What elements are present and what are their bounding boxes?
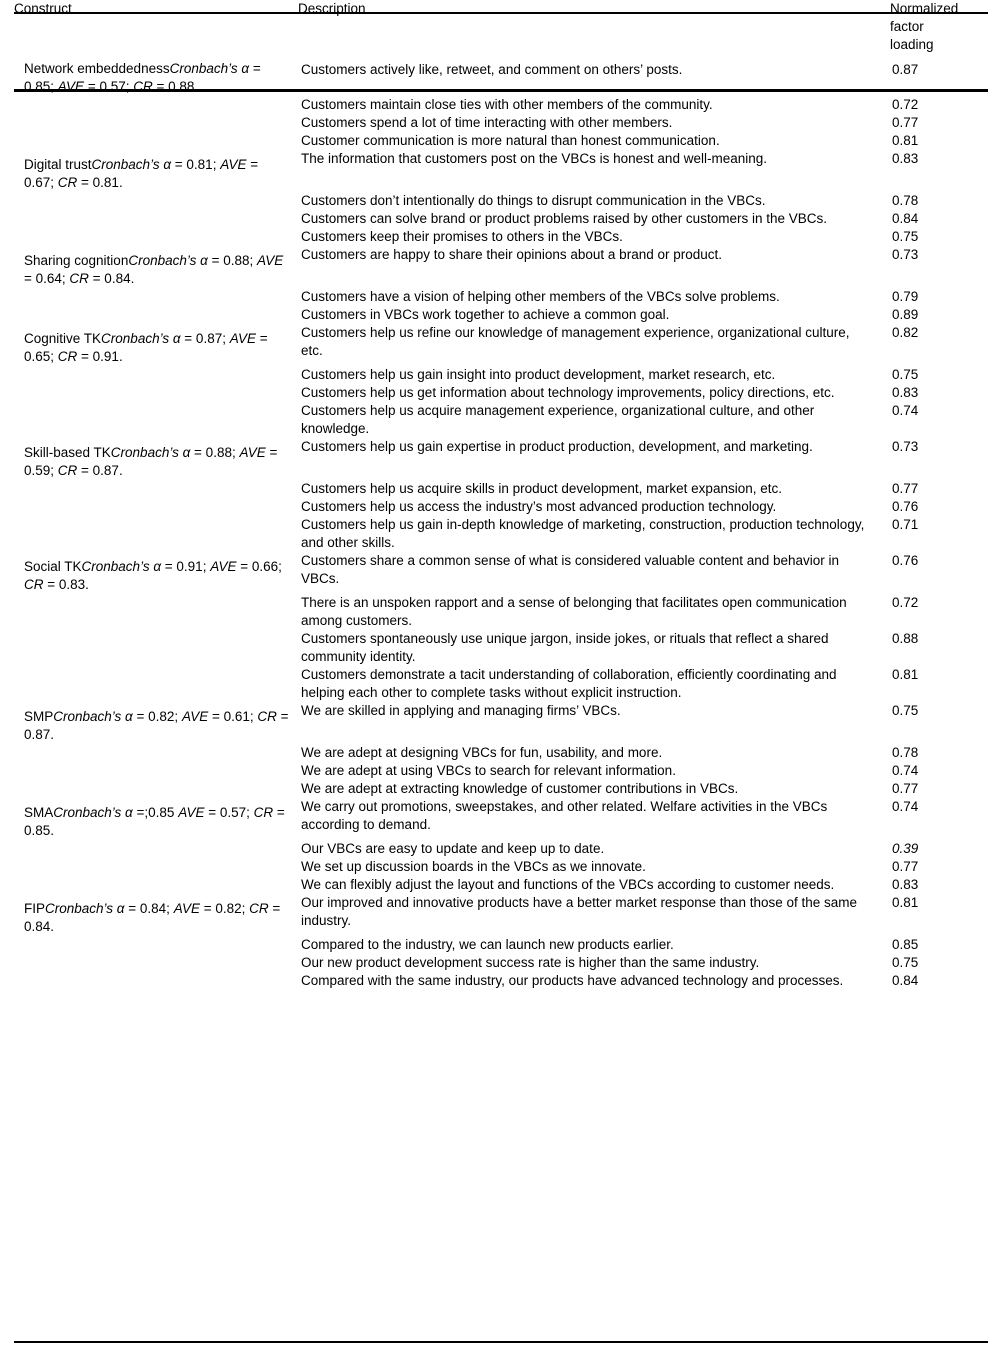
table-row <box>14 936 988 954</box>
construct-alpha-value: = 0.84; <box>124 901 174 916</box>
construct-name: Cognitive TK <box>24 331 102 346</box>
construct-cr-label: CR <box>257 709 277 724</box>
construct-cell-empty <box>14 954 298 972</box>
item-factor-loading: 0.73 <box>892 439 919 454</box>
item-factor-loading: 0.89 <box>892 307 919 322</box>
item-factor-loading: 0.78 <box>892 745 919 760</box>
column-header-normalized-factor-loading <box>890 0 988 54</box>
item-factor-loading: 0.77 <box>892 481 919 496</box>
construct-ave-label: AVE <box>257 253 284 268</box>
construct-ave-label: AVE <box>178 805 205 820</box>
construct-alpha-value: = 0.82; <box>132 709 182 724</box>
table-row <box>14 96 988 114</box>
item-description: Customers help us acquire skills in product development, market expansion, etc. <box>301 481 782 496</box>
item-description: Customers help us acquire management experience, organizational culture, and other knowledge. <box>301 403 815 436</box>
construct-cell-empty <box>14 876 298 894</box>
construct-alpha-label: Cronbach’s α <box>53 709 133 724</box>
construct-alpha-value: = 0.88; <box>207 253 257 268</box>
construct-alpha-label: Cronbach’s α <box>81 559 162 574</box>
item-description: Our new product development success rate is higher than the same industry. <box>301 955 760 970</box>
construct-name: Social TK <box>24 559 82 574</box>
construct-alpha-value: = 0.91; <box>161 559 211 574</box>
table-row <box>14 210 988 228</box>
construct-cell <box>14 702 298 744</box>
construct-cell-empty <box>14 780 298 798</box>
item-factor-loading: 0.77 <box>892 781 919 796</box>
item-factor-loading: 0.87 <box>892 62 919 77</box>
item-description: Customers in VBCs work together to achieve a common goal. <box>301 307 670 322</box>
construct-alpha-value: =;0.85 <box>132 805 179 820</box>
column-header-loading-line2: factor <box>890 19 924 34</box>
item-description: Customers spontaneously use unique jargon, inside jokes, or rituals that reflect a shared community identity. <box>301 631 829 664</box>
construct-name: Skill-based TK <box>24 445 111 460</box>
construct-ave-value: = 0.67; <box>24 157 259 190</box>
construct-cell-empty <box>14 96 298 114</box>
table-row <box>14 246 988 288</box>
item-factor-loading: 0.76 <box>892 553 919 568</box>
construct-cell-empty <box>14 132 298 150</box>
construct-cell-empty <box>14 666 298 702</box>
construct-ave-label: AVE <box>181 709 209 724</box>
construct-cell-empty <box>14 114 298 132</box>
construct-ave-label: AVE <box>220 157 247 172</box>
item-description: We carry out promotions, sweepstakes, and other related. Welfare activities in the VBCs according to demand. <box>301 799 828 832</box>
item-description: Our VBCs are easy to update and keep up to date. <box>301 841 605 856</box>
table-row <box>14 480 988 498</box>
table-row <box>14 552 988 594</box>
construct-cell-empty <box>14 594 298 630</box>
construct-cr-value: = 0.91. <box>77 349 123 364</box>
table-row <box>14 516 988 552</box>
construct-cell-empty <box>14 762 298 780</box>
construct-cell <box>14 552 298 594</box>
construct-cr-value: = 0.81. <box>77 175 123 190</box>
table-bottom-rule <box>14 1341 988 1343</box>
table-header-row <box>14 0 988 54</box>
construct-measurement-table <box>14 0 988 990</box>
construct-ave-value: = 0.65; <box>24 331 268 364</box>
construct-cr-value: = 0.87. <box>77 463 123 478</box>
item-factor-loading: 0.81 <box>892 667 919 682</box>
construct-name: SMA <box>24 805 54 820</box>
table-row <box>14 54 988 96</box>
item-description: Customers help us refine our knowledge of management experience, organizational culture, etc. <box>301 325 850 358</box>
item-factor-loading: 0.76 <box>892 499 919 514</box>
table-row <box>14 324 988 366</box>
construct-alpha-label: Cronbach’s α <box>91 157 172 172</box>
construct-cell <box>14 324 298 366</box>
construct-name: SMP <box>24 709 54 724</box>
item-factor-loading: 0.83 <box>892 877 919 892</box>
item-description: Customers help us gain expertise in product production, development, and marketing. <box>301 439 813 454</box>
item-factor-loading: 0.81 <box>892 133 919 148</box>
item-factor-loading: 0.84 <box>892 211 919 226</box>
table-row <box>14 228 988 246</box>
item-description: We set up discussion boards in the VBCs as we innovate. <box>301 859 646 874</box>
table-row <box>14 876 988 894</box>
item-factor-loading: 0.73 <box>892 247 919 262</box>
item-description: Compared with the same industry, our products have advanced technology and processes. <box>301 973 844 988</box>
construct-alpha-label: Cronbach’s α <box>128 253 208 268</box>
item-factor-loading: 0.81 <box>892 895 919 910</box>
construct-name: Network embeddedness <box>24 61 170 76</box>
item-description: Our improved and innovative products have a better market response than those of the same industry. <box>301 895 858 928</box>
item-description: Customers keep their promises to others in the VBCs. <box>301 229 623 244</box>
item-description: Customers help us gain insight into product development, market research, etc. <box>301 367 776 382</box>
item-factor-loading: 0.74 <box>892 799 919 814</box>
construct-ave-value: = 0.57; <box>204 805 254 820</box>
construct-cell-empty <box>14 858 298 876</box>
item-factor-loading: 0.72 <box>892 97 919 112</box>
item-factor-loading: 0.72 <box>892 595 919 610</box>
table-row <box>14 402 988 438</box>
construct-cell-empty <box>14 192 298 210</box>
construct-ave-value: = 0.59; <box>24 445 278 478</box>
construct-cr-value: = 0.83. <box>43 577 89 592</box>
construct-cr-label: CR <box>57 463 78 478</box>
construct-cr-label: CR <box>133 79 153 94</box>
item-factor-loading: 0.88 <box>892 631 919 646</box>
table-row <box>14 744 988 762</box>
item-description: There is an unspoken rapport and a sense of belonging that facilitates open communication among customers. <box>301 595 847 628</box>
item-description: Customer communication is more natural than honest communication. <box>301 133 720 148</box>
construct-cell-empty <box>14 228 298 246</box>
construct-cr-value: = 0.88. <box>152 79 199 94</box>
construct-cr-value: = 0.84. <box>88 271 135 286</box>
construct-name: Digital trust <box>24 157 92 172</box>
construct-ave-value: = 0.64; <box>24 271 70 286</box>
table-row <box>14 306 988 324</box>
construct-cell-empty <box>14 480 298 498</box>
table-row <box>14 954 988 972</box>
column-header-construct: Construct <box>14 1 72 16</box>
table-row <box>14 630 988 666</box>
item-factor-loading: 0.75 <box>892 229 919 244</box>
construct-ave-value: = 0.82; <box>199 901 250 916</box>
item-description: We can flexibly adjust the layout and functions of the VBCs according to customer needs. <box>301 877 835 892</box>
construct-ave-value: = 0.66; <box>236 559 282 574</box>
item-description: The information that customers post on the VBCs is honest and well-meaning. <box>301 151 767 166</box>
construct-alpha-value: = 0.81; <box>171 157 221 172</box>
construct-cr-label: CR <box>57 175 78 190</box>
item-description: Customers actively like, retweet, and comment on others’ posts. <box>301 62 683 77</box>
construct-cell-empty <box>14 840 298 858</box>
item-factor-loading: 0.39 <box>892 841 919 856</box>
table-row <box>14 594 988 630</box>
table-row <box>14 132 988 150</box>
construct-alpha-label: Cronbach’s α <box>169 61 250 76</box>
item-factor-loading: 0.75 <box>892 703 919 718</box>
item-factor-loading: 0.83 <box>892 151 919 166</box>
construct-cell-empty <box>14 936 298 954</box>
construct-alpha-value: = 0.85; <box>24 61 261 94</box>
construct-ave-value: = 0.61; <box>208 709 258 724</box>
construct-cell-empty <box>14 306 298 324</box>
construct-cell <box>14 150 298 192</box>
table-row <box>14 798 988 840</box>
item-description: Customers have a vision of helping other members of the VBCs solve problems. <box>301 289 780 304</box>
construct-cell-empty <box>14 366 298 384</box>
table-row <box>14 972 988 990</box>
table-row <box>14 384 988 402</box>
construct-ave-label: AVE <box>210 559 237 574</box>
construct-cell-empty <box>14 744 298 762</box>
construct-alpha-label: Cronbach’s α <box>110 445 191 460</box>
table-row <box>14 498 988 516</box>
item-factor-loading: 0.71 <box>892 517 919 532</box>
construct-cell-empty <box>14 516 298 552</box>
table-row <box>14 666 988 702</box>
item-description: Customers are happy to share their opinions about a brand or product. <box>301 247 722 262</box>
item-description: We are adept at designing VBCs for fun, usability, and more. <box>301 745 663 760</box>
item-description: Customers spend a lot of time interacting with other members. <box>301 115 673 130</box>
table-row <box>14 114 988 132</box>
table-row <box>14 858 988 876</box>
table-row <box>14 762 988 780</box>
item-description: Customers help us access the industry’s most advanced production technology. <box>301 499 777 514</box>
construct-alpha-value: = 0.87; <box>180 331 230 346</box>
item-factor-loading: 0.78 <box>892 193 919 208</box>
construct-cr-label: CR <box>249 901 269 916</box>
construct-cell-empty <box>14 630 298 666</box>
table-row <box>14 288 988 306</box>
table-row <box>14 192 988 210</box>
construct-cell <box>14 246 298 288</box>
construct-alpha-label: Cronbach’s α <box>101 331 181 346</box>
table-row <box>14 702 988 744</box>
table-row <box>14 840 988 858</box>
construct-ave-label: AVE <box>229 331 256 346</box>
construct-alpha-label: Cronbach’s α <box>45 901 125 916</box>
item-description: We are adept at extracting knowledge of customer contributions in VBCs. <box>301 781 739 796</box>
construct-cell-empty <box>14 210 298 228</box>
construct-cr-value: = 0.87. <box>24 709 289 742</box>
item-description: Customers help us get information about technology improvements, policy directions, etc. <box>301 385 835 400</box>
item-factor-loading: 0.84 <box>892 973 919 988</box>
table-body <box>14 54 988 990</box>
construct-cell <box>14 438 298 480</box>
column-header-loading-line3: loading <box>890 37 934 52</box>
construct-alpha-label: Cronbach’s α <box>53 805 133 820</box>
construct-cell-empty <box>14 972 298 990</box>
column-header-loading-line1: Normalized <box>890 1 959 16</box>
construct-cr-value: = 0.85. <box>24 805 285 838</box>
item-description: Customers don’t intentionally do things to disrupt communication in the VBCs. <box>301 193 766 208</box>
construct-cell-empty <box>14 402 298 438</box>
construct-cr-label: CR <box>24 577 44 592</box>
construct-ave-label: AVE <box>57 79 85 94</box>
table-head <box>14 0 988 54</box>
column-header-description: Description <box>298 1 366 16</box>
construct-cell-empty <box>14 498 298 516</box>
item-description: Customers share a common sense of what is considered valuable content and behavior in VBCs. <box>301 553 840 586</box>
construct-cell-empty <box>14 384 298 402</box>
table-row <box>14 780 988 798</box>
construct-ave-label: AVE <box>173 901 200 916</box>
table-row <box>14 366 988 384</box>
construct-ave-value: = 0.57; <box>84 79 134 94</box>
item-description: Customers demonstrate a tacit understanding of collaboration, efficiently coordinating and helping each other to complete tasks without explicit instruction. <box>301 667 837 700</box>
item-description: Customers help us gain in-depth knowledge of marketing, construction, production technology, and other skills. <box>301 517 865 550</box>
construct-cell <box>14 894 298 936</box>
item-factor-loading: 0.77 <box>892 115 919 130</box>
table-row <box>14 438 988 480</box>
table-row <box>14 894 988 936</box>
construct-cr-value: = 0.84. <box>24 901 281 934</box>
item-factor-loading: 0.75 <box>892 367 919 382</box>
item-factor-loading: 0.77 <box>892 859 919 874</box>
table-row <box>14 150 988 192</box>
item-description: Compared to the industry, we can launch new products earlier. <box>301 937 674 952</box>
item-description: We are skilled in applying and managing firms’ VBCs. <box>301 703 621 718</box>
item-description: Customers can solve brand or product problems raised by other customers in the VBCs. <box>301 211 827 226</box>
construct-cr-label: CR <box>69 271 89 286</box>
item-factor-loading: 0.85 <box>892 937 919 952</box>
construct-cr-label: CR <box>57 349 78 364</box>
item-factor-loading: 0.75 <box>892 955 919 970</box>
construct-ave-label: AVE <box>239 445 266 460</box>
construct-cell <box>14 54 298 96</box>
item-factor-loading: 0.83 <box>892 385 919 400</box>
item-factor-loading: 0.74 <box>892 763 919 778</box>
construct-name: FIP <box>24 901 46 916</box>
item-factor-loading: 0.79 <box>892 289 919 304</box>
construct-cell-empty <box>14 288 298 306</box>
item-factor-loading: 0.82 <box>892 325 919 340</box>
construct-name: Sharing cognition <box>24 253 129 268</box>
construct-alpha-value: = 0.88; <box>190 445 240 460</box>
construct-cell <box>14 798 298 840</box>
item-factor-loading: 0.74 <box>892 403 919 418</box>
item-description: We are adept at using VBCs to search for relevant information. <box>301 763 676 778</box>
construct-cr-label: CR <box>253 805 274 820</box>
item-description: Customers maintain close ties with other members of the community. <box>301 97 713 112</box>
